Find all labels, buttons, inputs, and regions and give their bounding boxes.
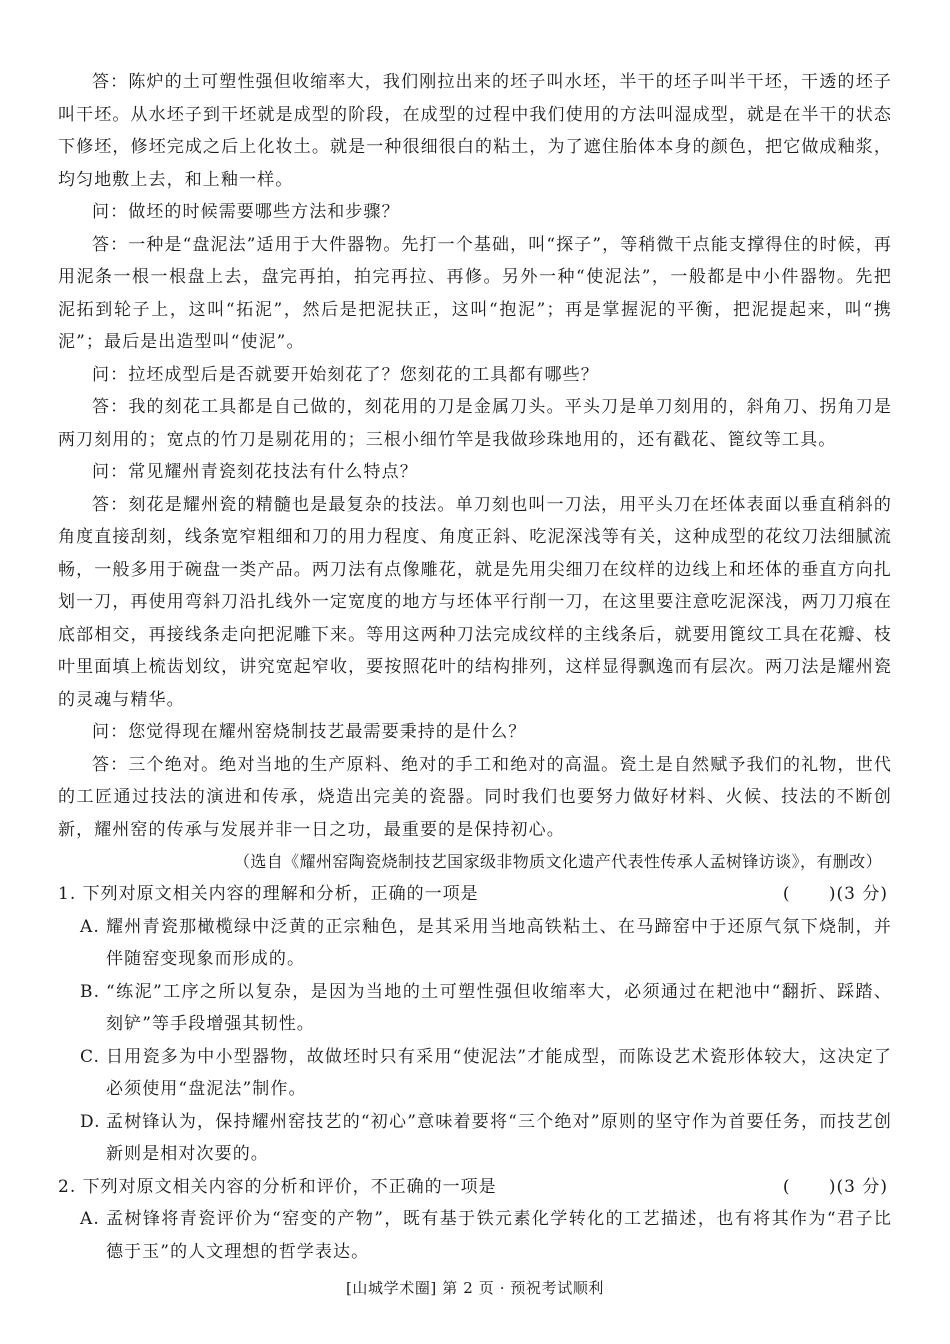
passage-paragraph: 问：做坯的时候需要哪些方法和步骤？ <box>92 202 400 222</box>
passage-paragraph: 答：陈炉的土可塑性强但收缩率大，我们刚拉出来的坯子叫水坯，半干的坯子叫半干坯，干透的坯子叫干坯。从水坯子到干坯就是成型的阶段，在成型的过程中我们使用的方法叫湿成型，就是在半干的状态下修坯，修坯完成之后上化妆土。就是一种很细很白的粘土，为了遮住胎体本身的颜色，把它做成釉浆，均匀地敷上去，和上釉一样。 <box>58 72 892 190</box>
question-1 <box>58 878 892 1171</box>
question-2 <box>58 1171 892 1269</box>
option-text: 孟树锋将青瓷评价为“窑变的产物”，既有基于铁元素化学转化的工艺描述，也有将其作为“君子比德于玉”的人文理想的哲学表达。 <box>106 1209 892 1262</box>
page-footer: [山城学术圈] 第 2 页 · 预祝考试顺利 <box>345 1279 605 1297</box>
option-a <box>58 1203 892 1268</box>
option-letter: D. <box>80 1111 101 1132</box>
option-text: “练泥”工序之所以复杂，是因为当地的土可塑性强但收缩率大，必须通过在耙池中“翻折、踩踏、刻铲”等手段增强其韧性。 <box>106 981 892 1034</box>
passage-paragraph: 问：常见耀州青瓷刻花技法有什么特点？ <box>92 462 418 482</box>
option-d <box>58 1106 892 1171</box>
answer-blank-score: ( )(3 分) <box>782 884 888 904</box>
reading-passage <box>58 66 892 878</box>
option-text: 耀州青瓷那橄榄绿中泛黄的正宗釉色，是其采用当地高铁粘土、在马蹄窑中于还原气氛下烧制，并伴随窑变现象而形成的。 <box>106 916 892 969</box>
option-a <box>58 911 892 976</box>
answer-blank-score: ( )(3 分) <box>782 1176 888 1197</box>
question-stem: 2. 下列对原文相关内容的分析和评价，不正确的一项是 <box>58 1176 497 1197</box>
passage-paragraph: 答：三个绝对。绝对当地的生产原料、绝对的手工和绝对的高温。瓷土是自然赋予我们的礼物，世代的工匠通过技法的演进和传承，烧造出完美的瓷器。同时我们也要努力做好材料、火候、技法的不断创新，耀州窑的传承与发展并非一日之功，最重要的是保持初心。 <box>58 754 892 840</box>
option-letter: A. <box>80 916 100 937</box>
option-letter: A. <box>80 1209 100 1229</box>
question-stem-row <box>58 878 892 911</box>
passage-paragraph: 答：我的刻花工具都是自己做的，刻花用的刀是金属刀头。平头刀是单刀刻用的，斜角刀、拐角刀是两刀刻用的；宽点的竹刀是剔花用的；三根小细竹竿是我做珍珠地用的，还有戳花、篦纹等工具。 <box>58 397 892 450</box>
option-letter: C. <box>80 1046 101 1067</box>
option-b <box>58 976 892 1041</box>
passage-paragraph: 答：刻花是耀州瓷的精髓也是最复杂的技法。单刀刻也叫一刀法，用平头刀在坯体表面以垂直稍斜的角度直接刮刻，线条宽窄粗细和刀的用力程度、角度正斜、吃泥深浅等有关，这种成型的花纹刀法细腻流畅，一般多用于碗盘一类产品。两刀法有点像雕花，就是先用尖细刀在纹样的边线上和坯体的垂直方向扎划一刀，再使用弯斜刀沿扎线外一定宽度的地方与坯体平行削一刀，在这里要注意吃泥深浅，两刀刀痕在底部相交，再接线条走向把泥雕下来。等用这两种刀法完成纹样的主线条后，就要用篦纹工具在花瓣、枝叶里面填上梳齿划纹，讲究宽起窄收，要按照花叶的结构排列，这样显得飘逸而有层次。两刀法是耀州瓷的灵魂与精华。 <box>58 494 892 710</box>
option-c <box>58 1041 892 1106</box>
question-stem-row <box>58 1171 892 1204</box>
passage-paragraph: 答：一种是“盘泥法”适用于大件器物。先打一个基础，叫“探子”，等稍微干点能支撑得住的时候，再用泥条一根一根盘上去，盘完再拍，拍完再拉、再修。另外一种“使泥法”，一般都是中小件器物。先把泥拓到轮子上，这叫“拓泥”，然后是把泥扶正，这叫“抱泥”；再是掌握泥的平衡，把泥提起来，叫“携泥”；最后是出造型叫“使泥”。 <box>58 234 892 352</box>
option-letter: B. <box>80 981 101 1002</box>
option-text: 日用瓷多为中小型器物，故做坯时只有采用“使泥法”才能成型，而陈设艺术瓷形体较大，这决定了必须使用“盘泥法”制作。 <box>106 1046 892 1099</box>
passage-paragraph: 问：拉坯成型后是否就要开始刻花了？您刻花的工具都有哪些？ <box>92 364 599 385</box>
passage-source: （选自《耀州窑陶瓷烧制技艺国家级非物质文化遗产代表性传承人孟树锋访谈》，有删改） <box>233 852 882 871</box>
question-stem: 1. 下列对原文相关内容的理解和分析，正确的一项是 <box>58 884 479 904</box>
option-text: 孟树锋认为，保持耀州窑技艺的“初心”意味着要将“三个绝对”原则的坚守作为首要任务，而技艺创新则是相对次要的。 <box>106 1111 892 1164</box>
passage-paragraph: 问：您觉得现在耀州窑烧制技艺最需要秉持的是什么？ <box>92 722 527 742</box>
